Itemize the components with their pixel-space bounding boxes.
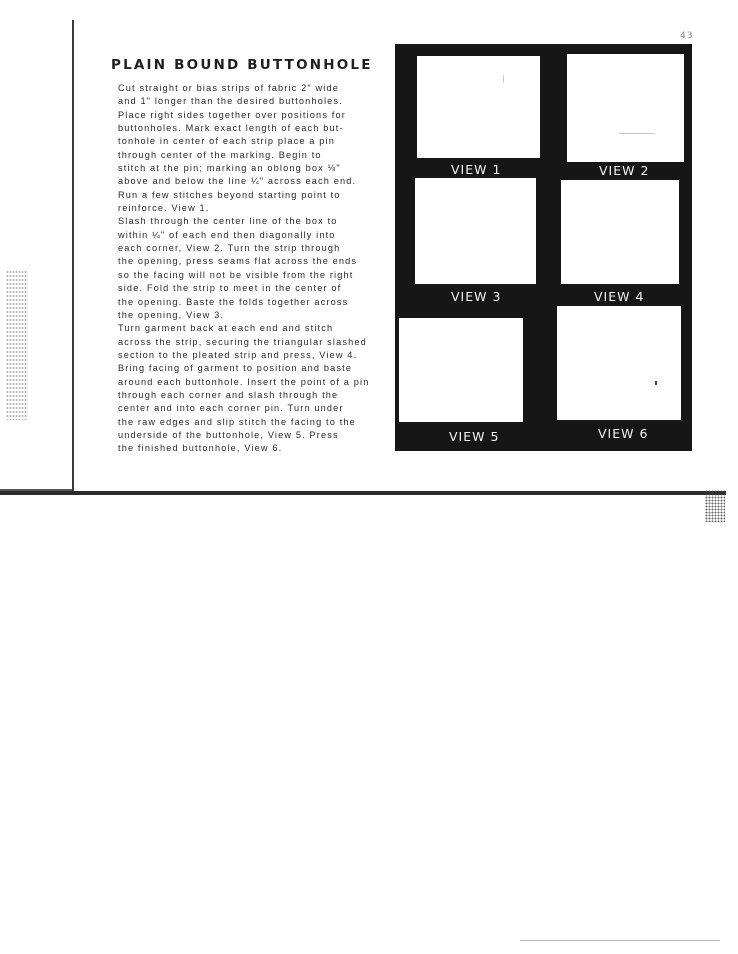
paragraph-2 — [104, 215, 394, 322]
paragraph-3 — [104, 322, 394, 455]
footer-rule — [520, 940, 720, 941]
view-2-image — [567, 54, 684, 162]
view-6-mark — [655, 381, 657, 385]
text-line: across the strip, securing the triangular slashed — [118, 336, 367, 347]
paragraph-1 — [104, 82, 394, 215]
section-title: PLAIN BOUND BUTTONHOLE — [111, 57, 373, 73]
text-line: Slash through the center line of the box to — [118, 216, 338, 227]
view-3-label: VIEW 3 — [451, 289, 502, 304]
text-line: the finished buttonhole, View 6. — [118, 443, 283, 454]
view-2-mark — [619, 133, 655, 134]
scan-noise-right — [705, 490, 725, 522]
text-line: the opening, press seams flat across the ends — [118, 256, 358, 267]
text-line: center and into each corner pin. Turn under — [118, 403, 344, 414]
page-number: 43 — [680, 31, 694, 41]
text-line: Turn garment back at each end and stitch — [118, 323, 334, 334]
text-line: Run a few stitches beyond starting point to — [118, 189, 341, 200]
text-line: within ¼" of each end then diagonally into — [118, 229, 336, 240]
view-1-label: VIEW 1 — [451, 162, 502, 177]
text-line: the opening. Baste the folds together across — [118, 296, 349, 307]
view-1-mark — [503, 75, 504, 83]
view-4-label: VIEW 4 — [594, 289, 645, 304]
text-line: the raw edges and slip stitch the facing to the — [118, 416, 356, 427]
text-line: section to the pleated strip and press, View 4. — [118, 349, 358, 360]
text-line: tonhole in center of each strip place a pin — [118, 136, 335, 147]
view-3-image — [415, 178, 536, 284]
page-binding-edge — [72, 20, 74, 495]
text-line: through each corner and slash through the — [118, 389, 339, 400]
text-line: side. Fold the strip to meet in the center of — [118, 283, 342, 294]
text-line: each corner, View 2. Turn the strip through — [118, 243, 341, 254]
views-illustration-panel — [395, 44, 692, 451]
text-line: through center of the marking. Begin to — [118, 149, 322, 160]
page-bottom-edge — [0, 486, 726, 497]
text-line: Place right sides together over positions for — [118, 109, 346, 120]
text-line: buttonholes. Mark exact length of each but- — [118, 123, 344, 134]
text-line: so the facing will not be visible from the right — [118, 269, 354, 280]
text-line: above and below the line ¼" across each end. — [118, 176, 357, 187]
view-6-image — [557, 306, 681, 420]
view-4-image — [561, 180, 679, 284]
text-line: Cut straight or bias strips of fabric 2" wide — [118, 83, 339, 93]
scan-noise-left — [6, 270, 28, 420]
text-line: the opening, View 3. — [118, 309, 225, 320]
view-5-image — [399, 318, 523, 422]
text-line: Bring facing of garment to position and baste — [118, 363, 353, 374]
view-6-label: VIEW 6 — [598, 426, 649, 441]
text-line: around each buttonhole. Insert the point of a pin — [118, 376, 370, 387]
text-line: and 1" longer than the desired buttonholes. — [118, 96, 343, 107]
instructions-text — [104, 82, 394, 456]
text-line: underside of the buttonhole, View 5. Press — [118, 429, 339, 440]
view-5-label: VIEW 5 — [449, 429, 500, 444]
text-line: reinforce. View 1. — [118, 203, 210, 214]
view-1-image — [417, 56, 540, 158]
text-line: stitch at the pin; marking an oblong box ⅛" — [118, 163, 341, 174]
view-2-label: VIEW 2 — [599, 163, 650, 178]
